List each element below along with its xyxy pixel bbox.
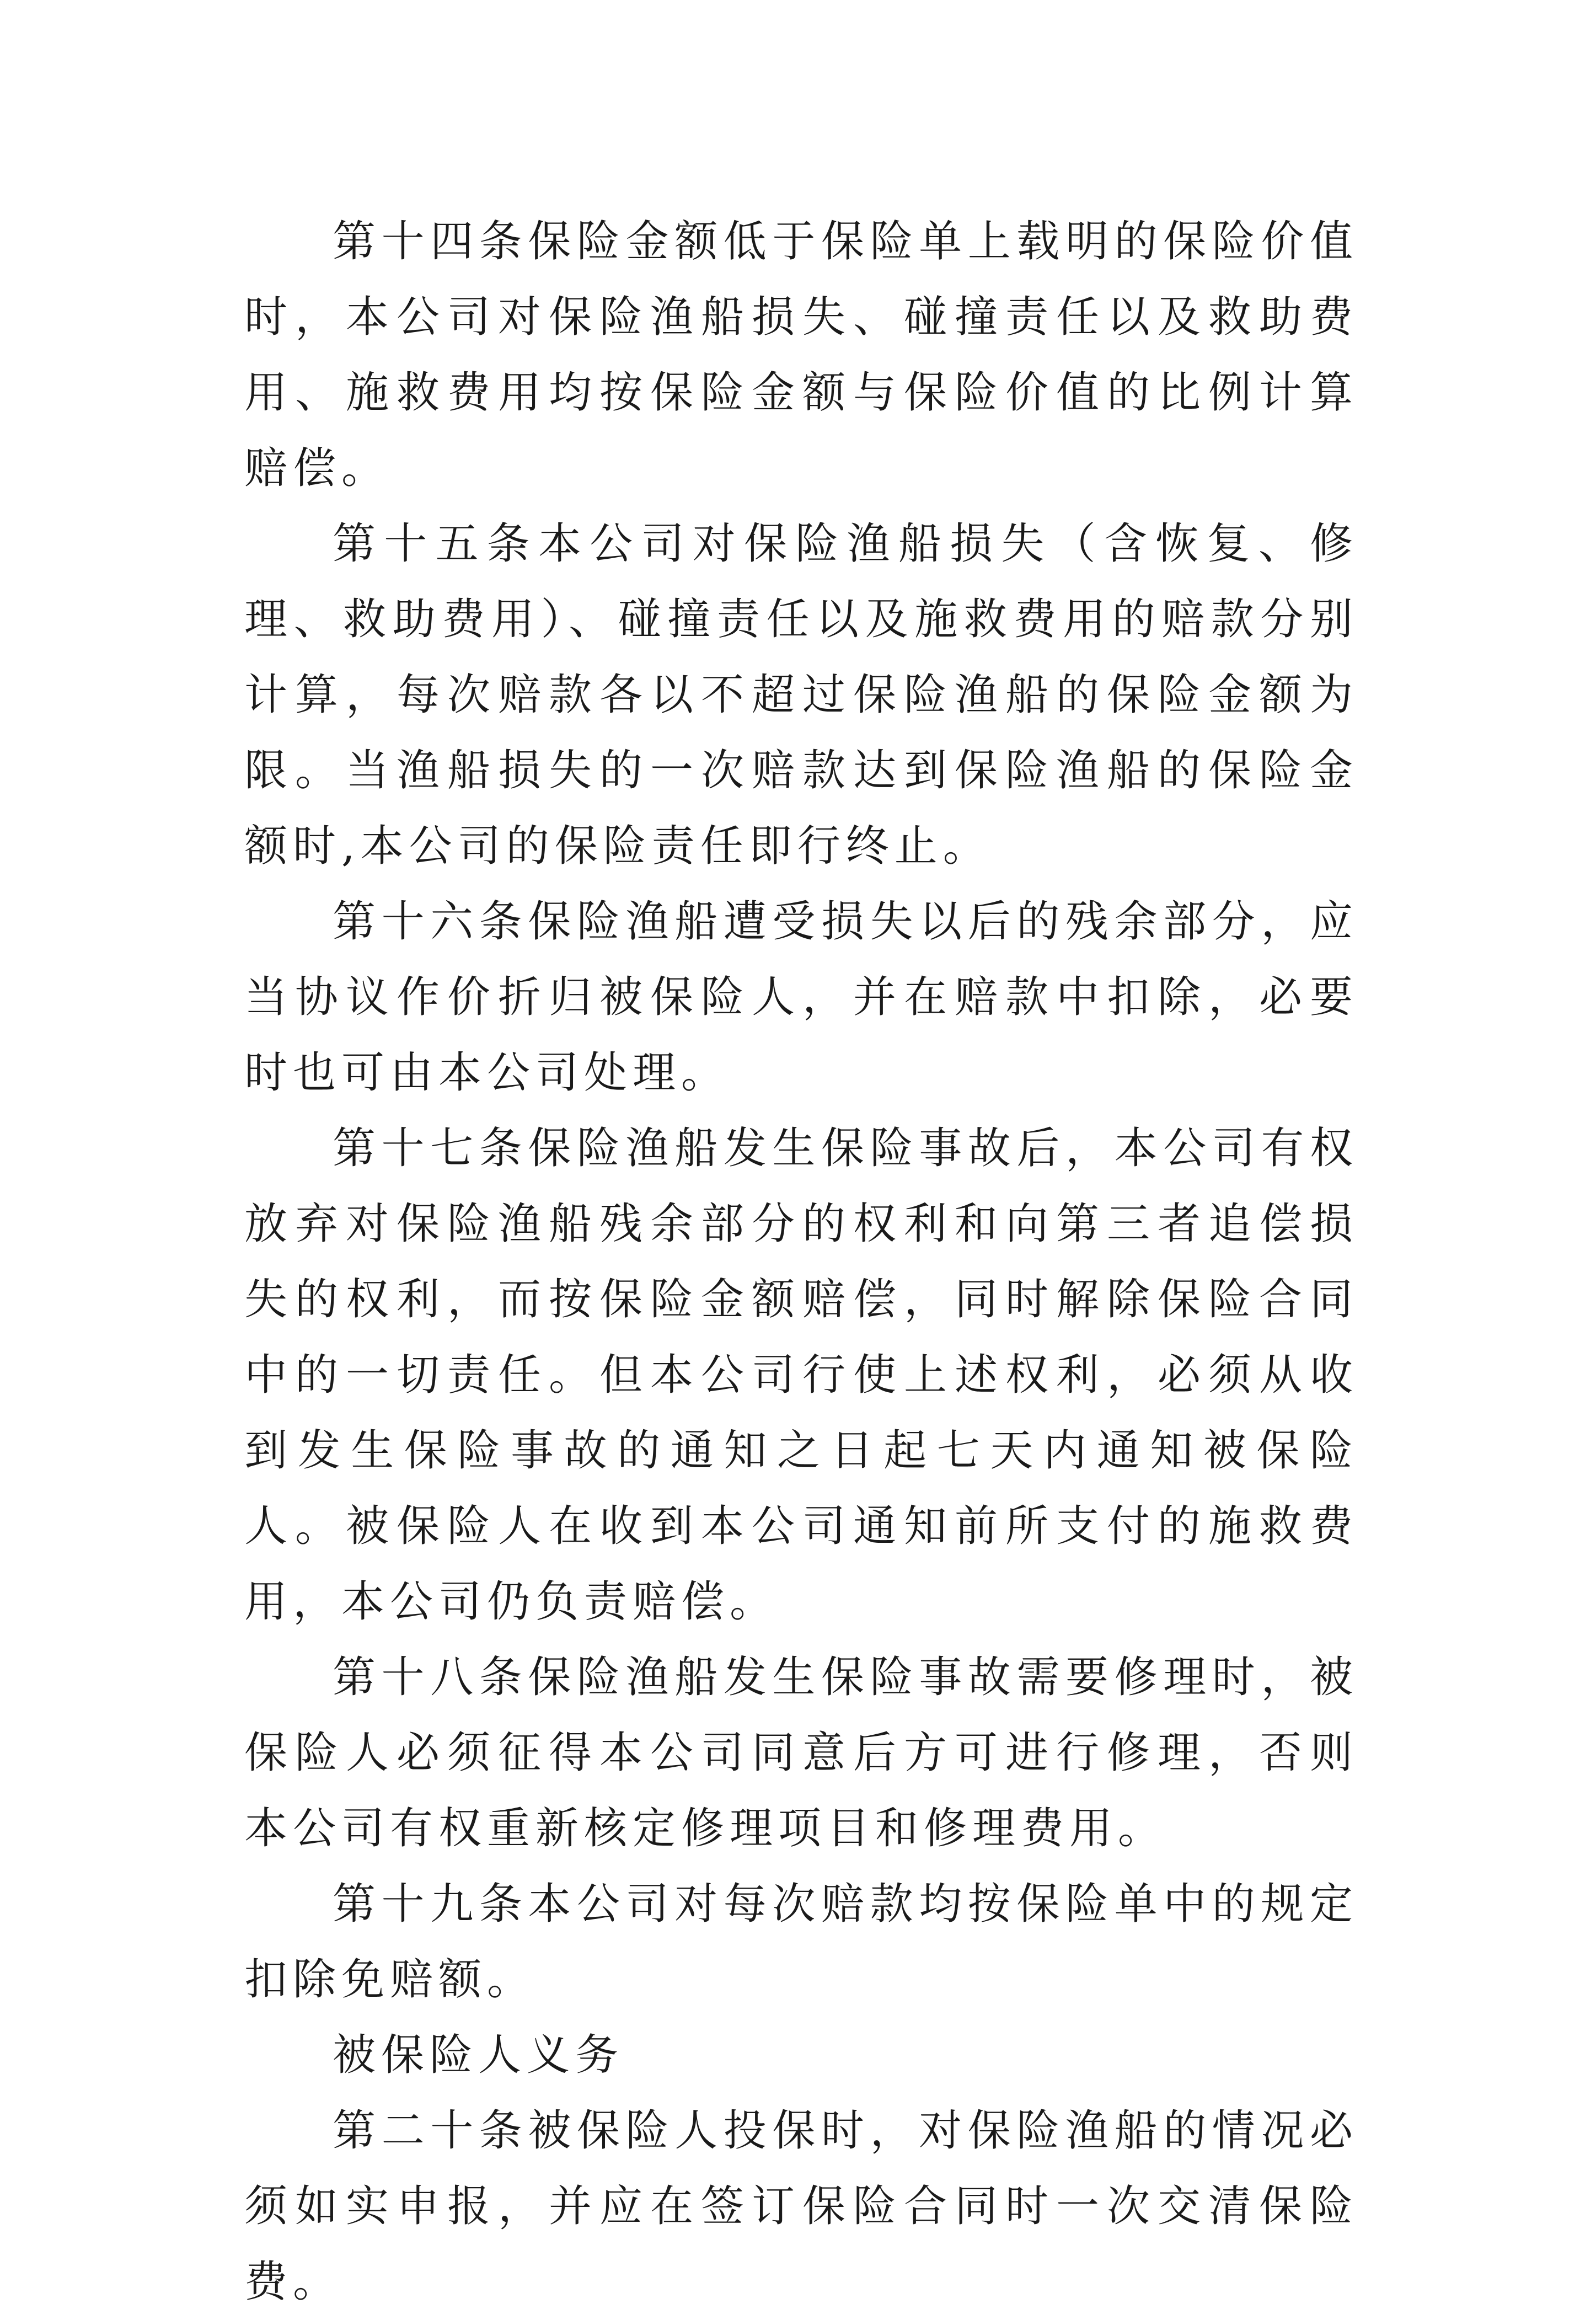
section-heading-insured-obligations: 被保险人义务 <box>333 2030 624 2080</box>
article-17-paragraph: 第十七条保险渔船发生保险事故后，本公司有权放弃对保险渔船残余部分的权利和向第三者追偿损失的权利，而按保险金额赔偿，同时解除保险合同中的一切责任。但本公司行使上述权利，必须从收到发生保险事故的通知之日起七天内通知被保险人。被保险人在收到本公司通知前所支付的施救费用，本公司仍负责赔偿。 <box>244 1124 1358 1627</box>
article-16-paragraph: 第十六条保险渔船遭受损失以后的残余部分，应当协议作价折归被保险人，并在赔款中扣除，必要时也可由本公司处理。 <box>244 897 1358 1098</box>
article-15-paragraph: 第十五条本公司对保险渔船损失（含恢复、修理、救助费用）、碰撞责任以及施救费用的赔款分别计算，每次赔款各以不超过保险渔船的保险金额为限。当渔船损失的一次赔款达到保险渔船的保险金额时,本公司的保险责任即行终止。 <box>244 519 1358 871</box>
article-20-paragraph: 第二十条被保险人投保时，对保险渔船的情况必须如实申报，并应在签订保险合同时一次交清保险费。 <box>244 2106 1358 2307</box>
article-19-paragraph: 第十九条本公司对每次赔款均按保险单中的规定扣除免赔额。 <box>244 1879 1358 2004</box>
article-14-paragraph: 第十四条保险金额低于保险单上载明的保险价值时，本公司对保险渔船损失、碰撞责任以及救助费用、施救费用均按保险金额与保险价值的比例计算赔偿。 <box>244 217 1358 493</box>
article-18-paragraph: 第十八条保险渔船发生保险事故需要修理时，被保险人必须征得本公司同意后方可进行修理，否则本公司有权重新核定修理项目和修理费用。 <box>244 1653 1358 1853</box>
document-body <box>244 204 1358 2320</box>
